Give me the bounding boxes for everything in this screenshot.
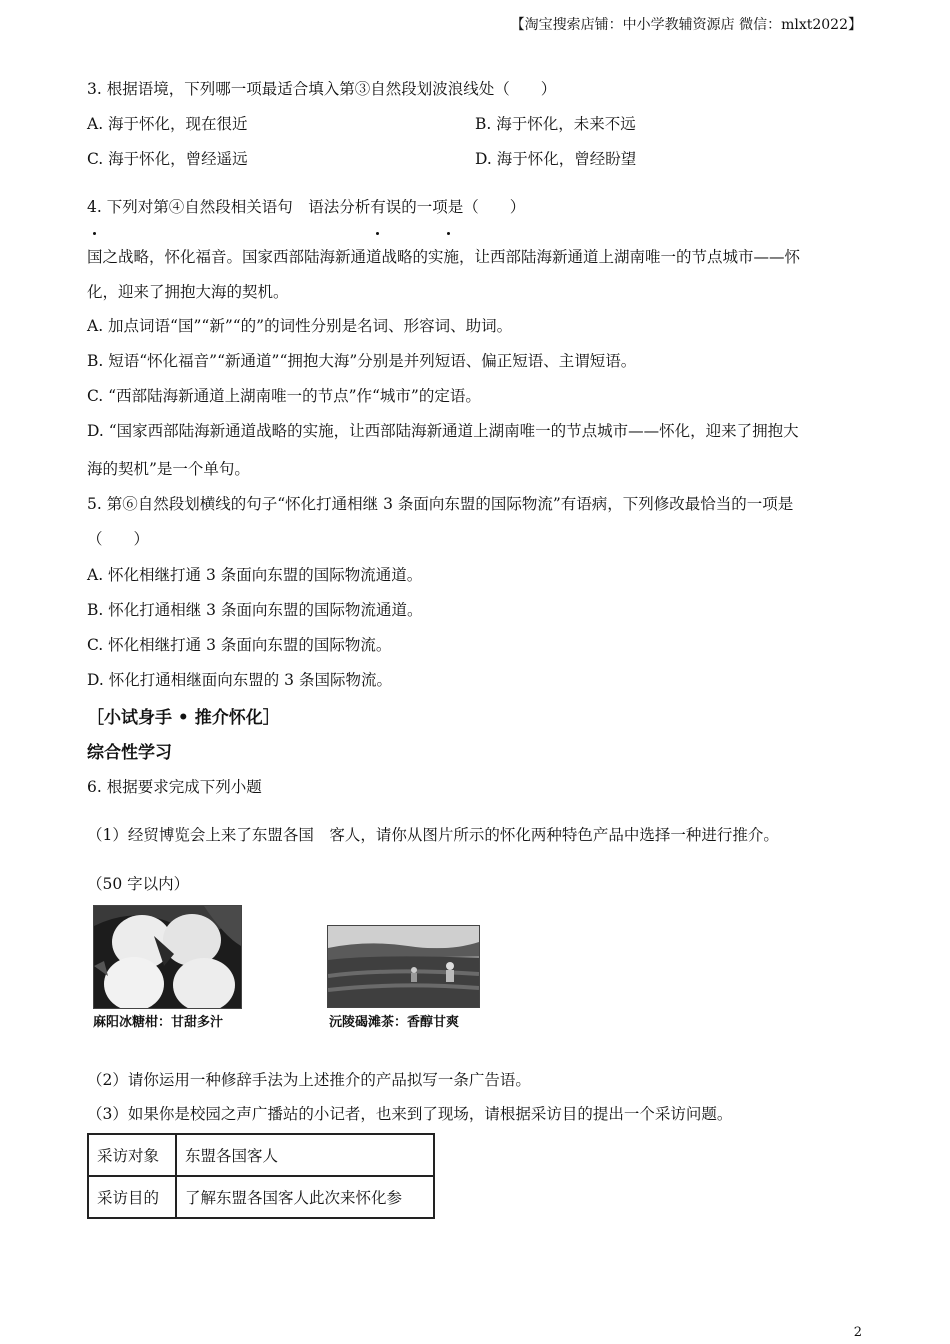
q4-option-d-line2: 海的契机”是一个单句。 [87,460,250,478]
q3-stem: 3. 根据语境，下列哪一项最适合填入第③自然段划波浪线处（ ） [87,80,557,98]
q3-option-d: D. 海于怀化，曾经盼望 [475,150,637,168]
q5-option-d: D. 怀化打通相继面向东盟的 3 条国际物流。 [87,671,392,689]
q4-option-d-line1: D. “国家西部陆海新通道战略的实施，让西部陆海新通道上湖南唯一的节点城市——怀化，迎来了拥抱大 [87,422,799,440]
q6-stem: 6. 根据要求完成下列小题 [87,778,262,796]
emphasis-dot-de [447,232,450,235]
table-row [88,1176,434,1218]
page-header: 【淘宝搜索店铺：中小学教辅资源店 微信：mlxt2022】 [510,17,862,33]
q6-part1-limit: （50 字以内） [87,875,190,893]
table-key: 采访对象 [88,1134,176,1176]
section-title: ［小试身手 • 推介怀化］ [87,708,280,728]
q3-option-c: C. 海于怀化，曾经遥远 [87,150,248,168]
table-value: 东盟各国客人 [176,1134,434,1176]
page-number: 2 [853,1325,862,1340]
q5-paren: （ ） [87,530,150,548]
table-value: 了解东盟各国客人此次来怀化参 [176,1176,434,1218]
q5-option-c: C. 怀化相继打通 3 条面向东盟的国际物流。 [87,636,392,654]
q3-option-a: A. 海于怀化，现在很近 [87,115,248,133]
emphasis-dot-guo [93,232,96,235]
oranges-caption: 麻阳冰糖柑：甘甜多汁 [93,1015,224,1030]
q5-option-a: A. 怀化相继打通 3 条面向东盟的国际物流通道。 [87,566,423,584]
tea-field-photo [327,925,480,1008]
oranges-photo [93,905,242,1009]
q5-stem: 5. 第⑥自然段划横线的句子“怀化打通相继 3 条面向东盟的国际物流”有语病，下列修改最恰当的一项是 [87,495,794,513]
table-key: 采访目的 [88,1176,176,1218]
q3-option-b: B. 海于怀化，未来不远 [475,115,636,133]
emphasis-dots [87,232,487,242]
q6-part1: （1）经贸博览会上来了东盟各国 客人，请你从图片所示的怀化两种特色产品中选择一种进行推介。 [87,826,779,844]
q4-passage-line2: 化，迎来了拥抱大海的契机。 [87,283,289,301]
q4-passage-line1: 国之战略，怀化福音。国家西部陆海新通道战略的实施，让西部陆海新通道上湖南唯一的节点城市——怀 [87,248,801,266]
q4-option-b: B. 短语“怀化福音”“新通道”“拥抱大海”分别是并列短语、偏正短语、主谓短语。 [87,352,637,370]
q5-option-b: B. 怀化打通相继 3 条面向东盟的国际物流通道。 [87,601,423,619]
q6-part3: （3）如果你是校园之声广播站的小记者，也来到了现场，请根据采访目的提出一个采访问题。 [87,1105,733,1123]
interview-table [87,1133,435,1219]
q6-part2: （2）请你运用一种修辞手法为上述推介的产品拟写一条广告语。 [87,1071,531,1089]
q4-option-a: A. 加点词语“国”“新”“的”的词性分别是名词、形容词、助词。 [87,317,513,335]
table-row [88,1134,434,1176]
q4-option-c: C. “西部陆海新通道上湖南唯一的节点”作“城市”的定语。 [87,387,481,405]
tea-caption: 沅陵碣滩茶：香醇甘爽 [329,1015,460,1030]
q4-stem: 4. 下列对第④自然段相关语句 语法分析有误的一项是（ ） [87,198,526,216]
emphasis-dot-xin [376,232,379,235]
subsection-title: 综合性学习 [87,743,172,763]
